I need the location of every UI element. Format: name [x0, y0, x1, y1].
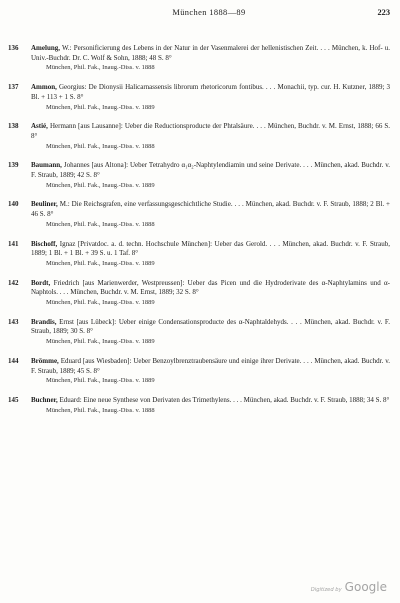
entry-number: 142: [8, 278, 19, 287]
entry-note: München, Phil. Fak., Inaug.-Diss. v. 1889: [46, 181, 155, 189]
entry-body: Hermann [aus Lausanne]: Ueber die Reductionsproducte der Phtalsäure. . . . München, Buchdr. v. M. Ernst, 1888; 66 S. 8°: [31, 122, 390, 140]
entry-text: [31, 83, 390, 102]
entry-text: [31, 240, 390, 259]
entry-author: Brandis,: [31, 317, 57, 326]
entry-text: [31, 357, 390, 376]
entry-note: München, Phil. Fak., Inaug.-Diss. v. 1888: [46, 220, 155, 228]
entry-text: [31, 44, 390, 63]
entry-author: Bischoff,: [31, 239, 58, 248]
entry-body: Georgius: De Dionysii Halicarnassensis librorum rhetoricorum fontibus. . . . Monachii, typ. cur. H. Kutzner, 1889; 3 Bl. + 113 + 1 S. 8°: [31, 83, 391, 101]
entry-body: W.: Personificierung des Lebens in der Natur in der Vasenmalerei der hellenistischen Zeit. . . . München, k. Hof- u. Univ.-Buchdr. Dr. C. Wolf & Sohn, 1888; 48 S. 8°: [31, 44, 391, 62]
list-item: [8, 396, 390, 415]
watermark-prefix: Digitized by: [310, 587, 342, 593]
page-header: [28, 8, 390, 20]
list-item: [8, 279, 390, 308]
entry-number: 145: [8, 395, 19, 404]
list-item: [8, 357, 390, 386]
entry-note: München, Phil. Fak., Inaug.-Diss. v. 1889: [46, 259, 155, 267]
entry-body: Eduard [aus Wiesbaden]: Ueber Benzoylbrenztraubensäure und einige ihrer Derivate. . . . München, akad. Buchdr. v. F. Straub, 1889; 45 S. 8°: [31, 356, 391, 375]
entry-text: [31, 161, 390, 180]
entry-author: Bordt,: [31, 278, 51, 287]
entry-body: M.: Die Reichsgrafen, eine verfassungsgeschichtliche Studie. . . . München, akad. Buchdr. v. F. Straub, 1888; 2 Bl. + 46 S. 8°: [31, 200, 390, 219]
entry-author: Brömme,: [31, 356, 59, 365]
entry-note: München, Phil. Fak., Inaug.-Diss. v. 1889: [46, 377, 155, 385]
page-number: 223: [377, 8, 390, 17]
entry-body: Johannes [aus Altona]: Ueber Tetrahydro α₁α₂-Naphtylendiamin und seine Derivate. . . . München, akad. Buchdr. v. F. Straub, 1889; 42 S. 8°: [31, 161, 390, 180]
entry-author: Baumann,: [31, 161, 62, 170]
entry-note: München, Phil. Fak., Inaug.-Diss. v. 1889: [46, 103, 155, 111]
entry-author: Amelung,: [31, 44, 60, 52]
entry-body: Eduard: Eine neue Synthese von Derivaten des Trimethylens. . . . München, akad. Buchdr. v. F. Straub, 1888; 34 S. 8°: [59, 395, 390, 404]
list-item: [8, 200, 390, 229]
entry-note: München, Phil. Fak., Inaug.-Diss. v. 1888: [46, 64, 155, 72]
entry-body: Ignaz [Privatdoc. a. d. techn. Hochschule München]: Ueber das Gerold. . . . München, akad. Buchdr. v. F. Straub, 1889; 1 Bl. + 1 Bl. + 39 S. u. 1 Taf. 8°: [31, 239, 391, 258]
entry-number: 136: [8, 44, 19, 52]
entry-body: Ernst [aus Lübeck]: Ueber einige Condensationsproducte des α-Naphtaldehyds. . . . München, akad. Buchdr. v. F. Straub, 1889; 30 S. 8°: [31, 317, 391, 336]
list-item: [8, 83, 390, 112]
entry-text: [31, 122, 390, 141]
entry-number: 141: [8, 239, 19, 248]
list-item: [8, 122, 390, 151]
google-logo: Google: [344, 580, 387, 594]
entry-list: [8, 44, 390, 415]
entry-number: 138: [8, 122, 19, 131]
entry-text: [31, 396, 390, 406]
entry-number: 139: [8, 161, 19, 170]
google-watermark: [311, 580, 387, 594]
entry-text: [31, 318, 390, 337]
entry-number: 143: [8, 317, 19, 326]
entry-note: München, Phil. Fak., Inaug.-Diss. v. 1889: [46, 338, 155, 346]
entry-text: [31, 279, 390, 298]
list-item: [8, 44, 390, 73]
entry-author: Ammon,: [31, 83, 57, 92]
entry-number: 144: [8, 356, 19, 365]
entry-number: 140: [8, 200, 19, 209]
list-item: [8, 240, 390, 269]
entry-author: Buchner,: [31, 395, 58, 404]
entry-body: Friedrich [aus Marienwerder, Westpreussen]: Ueber das Picen und die Hydroderivate des α-Naphtylamins und α-Naphtols. . . . München, Buchdr. v. M. Ernst, 1889; 32 S. 8°: [31, 278, 391, 297]
entry-note: München, Phil. Fak., Inaug.-Diss. v. 1888: [46, 142, 155, 150]
entry-note: München, Phil. Fak., Inaug.-Diss. v. 1888: [46, 406, 155, 414]
list-item: [8, 318, 390, 347]
entry-text: [31, 200, 390, 219]
running-title: München 1888—89: [172, 8, 246, 17]
entry-number: 137: [8, 83, 19, 92]
entry-note: München, Phil. Fak., Inaug.-Diss. v. 1889: [46, 299, 155, 307]
list-item: [8, 161, 390, 190]
entry-author: Beuliner,: [31, 200, 58, 209]
entry-author: Astié,: [31, 122, 48, 131]
